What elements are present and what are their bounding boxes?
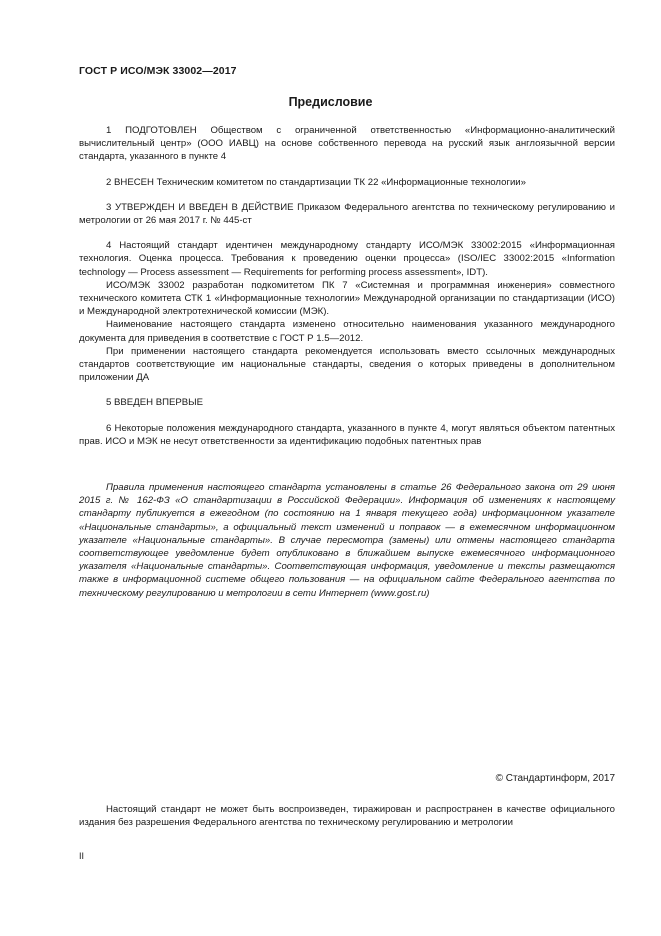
reproduction-notice — [79, 803, 615, 829]
section-1-paragraph: 1 ПОДГОТОВЛЕН Обществом с ограниченной ответственностью «Информационно-аналитический вычислительный центр» (ООО ИАВЦ) на основе собственного перевода на русский язык англоязычной версии стандарта, указанного в пункте 4 — [79, 125, 615, 163]
page-title: Предисловие — [288, 95, 373, 109]
section-4-subparagraph-origin: ИСО/МЭК 33002 разработан подкомитетом ПК 7 «Системная и программная инженерия» совместного технического комитета СТК 1 «Информационные технологии» Международной организации по стандартизации (ИСО) и Международной электротехнической комиссии (МЭК). — [79, 279, 615, 318]
reproduction-notice-paragraph: Настоящий стандарт не может быть воспроизведен, тиражирован и распространен в качестве официального издания без разрешения Федерального агентства по техническому регулированию и метрологии — [79, 804, 615, 829]
section-4-subparagraph-name: Наименование настоящего стандарта изменено относительно наименования указанного международного документа для приведения в соответствие с ГОСТ Р 1.5—2012. — [79, 319, 615, 344]
preface-body — [79, 124, 615, 448]
section-4-paragraph: 4 Настоящий стандарт идентичен международному стандарту ИСО/МЭК 33002:2015 «Информационная технология. Оценка процесса. Требования к проведению оценки процесса» (ISO/IEC 33002:2015 «Information technology — Process assessment — Requirements for performing process assessment», IDT). — [79, 240, 615, 278]
page-number: II — [79, 851, 85, 861]
section-6-paragraph: 6 Некоторые положения международного стандарта, указанного в пункте 4, могут являться объектом патентных прав. ИСО и МЭК не несут ответственности за идентификацию подобных патентных прав — [79, 422, 615, 447]
section-2-paragraph: 2 ВНЕСЕН Техническим комитетом по стандартизации ТК 22 «Информационные технологии» — [106, 176, 526, 188]
section-3-paragraph: 3 УТВЕРЖДЕН И ВВЕДЕН В ДЕЙСТВИЕ Приказом Федерального агентства по техническому регулированию и метрологии от 26 мая 2017 г. № 445-ст — [79, 201, 615, 227]
note-paragraph: Правила применения настоящего стандарта установлены в статье 26 Федерального закона от 29 июня 2015 г. № 162-ФЗ «О стандартизации в Российской Федерации». Информация об изменениях к настоящему стандарту публикуется в ежегодном (по состоянию на 1 января текущего года) информационном указателе «Национальные стандарты», а официальный текст изменений и поправок — в ежемесячном информационном указателе «Национальные стандарты». В случае пересмотра (замены) или отмены настоящего стандарта соответствующее уведомление будет опубликовано в ближайшем выпуске ежемесячного информационного указателя «Национальные стандарты». Соответствующая информация, уведомление и тексты размещаются также в информационной системе общего пользования — на официальном сайте Федерального агентства по техническому регулированию и метрологии в сети Интернет (www.gost.ru) — [79, 482, 615, 599]
section-5-paragraph: 5 ВВЕДЕН ВПЕРВЫЕ — [106, 397, 204, 409]
standardization-rules-note — [79, 481, 615, 600]
copyright-line: © Стандартинформ, 2017 — [495, 773, 615, 784]
section-4-subparagraph-references: При применении настоящего стандарта рекомендуется использовать вместо ссылочных международных стандартов соответствующие им национальные стандарты, сведения о которых приведены в дополнительном приложении ДА — [79, 345, 615, 384]
document-header-id: ГОСТ Р ИСО/МЭК 33002—2017 — [79, 65, 237, 77]
